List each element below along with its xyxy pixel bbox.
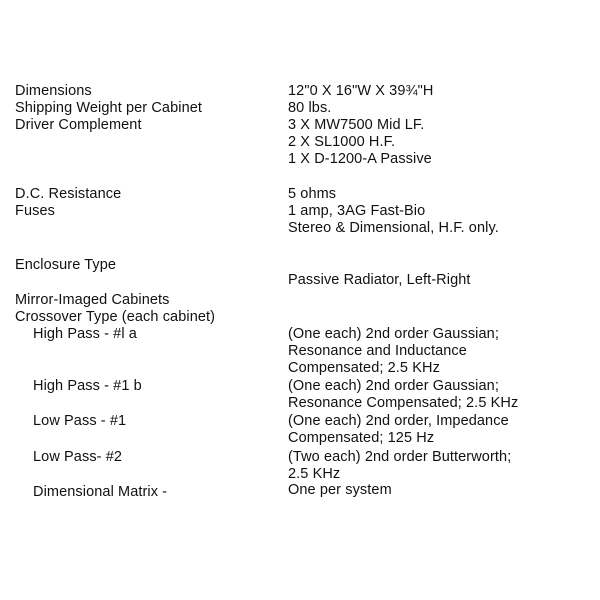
dimensions-value: 12"0 X 16"W X 39¾"H <box>288 83 434 99</box>
mirror-imaged-label: Mirror-Imaged Cabinets <box>15 292 170 308</box>
fuses-label: Fuses <box>15 203 55 219</box>
high-pass-1a-label: High Pass - #l a <box>33 326 137 342</box>
low-pass-2-label: Low Pass- #2 <box>33 449 123 465</box>
high-pass-1b-value-1: (One each) 2nd order Gaussian; <box>288 378 499 394</box>
high-pass-1a-value-1: (One each) 2nd order Gaussian; <box>288 326 499 342</box>
dimensions-label: Dimensions <box>15 83 92 99</box>
driver-complement-value-2: 2 X SL1000 H.F. <box>288 134 396 150</box>
low-pass-1-value-2: Compensated; 125 Hz <box>288 430 435 446</box>
fuses-value-1: 1 amp, 3AG Fast-Bio <box>288 203 426 219</box>
high-pass-1a-value-2: Resonance and Inductance <box>288 343 467 359</box>
driver-complement-label: Driver Complement <box>15 117 142 133</box>
enclosure-type-value: Passive Radiator, Left-Right <box>288 272 471 288</box>
driver-complement-value-3: 1 X D-1200-A Passive <box>288 151 432 167</box>
low-pass-2-value-2: 2.5 KHz <box>288 466 341 482</box>
high-pass-1a-value-3: Compensated; 2.5 KHz <box>288 360 440 376</box>
shipping-weight-label: Shipping Weight per Cabinet <box>15 100 203 116</box>
low-pass-2-value-1: (Two each) 2nd order Butterworth; <box>288 449 512 465</box>
dc-resistance-label: D.C. Resistance <box>15 186 122 202</box>
high-pass-1b-label: High Pass - #1 b <box>33 378 142 394</box>
driver-complement-value-1: 3 X MW7500 Mid LF. <box>288 117 425 133</box>
enclosure-type-label: Enclosure Type <box>15 257 117 273</box>
shipping-weight-value: 80 lbs. <box>288 100 332 116</box>
fuses-value-2: Stereo & Dimensional, H.F. only. <box>288 220 499 236</box>
crossover-type-label: Crossover Type (each cabinet) <box>15 309 216 325</box>
low-pass-1-label: Low Pass - #1 <box>33 413 127 429</box>
low-pass-1-value-1: (One each) 2nd order, Impedance <box>288 413 509 429</box>
high-pass-1b-value-2: Resonance Compensated; 2.5 KHz <box>288 395 519 411</box>
dimensional-matrix-value: One per system <box>288 482 392 498</box>
dimensional-matrix-label: Dimensional Matrix - <box>33 484 168 500</box>
dc-resistance-value: 5 ohms <box>288 186 337 202</box>
